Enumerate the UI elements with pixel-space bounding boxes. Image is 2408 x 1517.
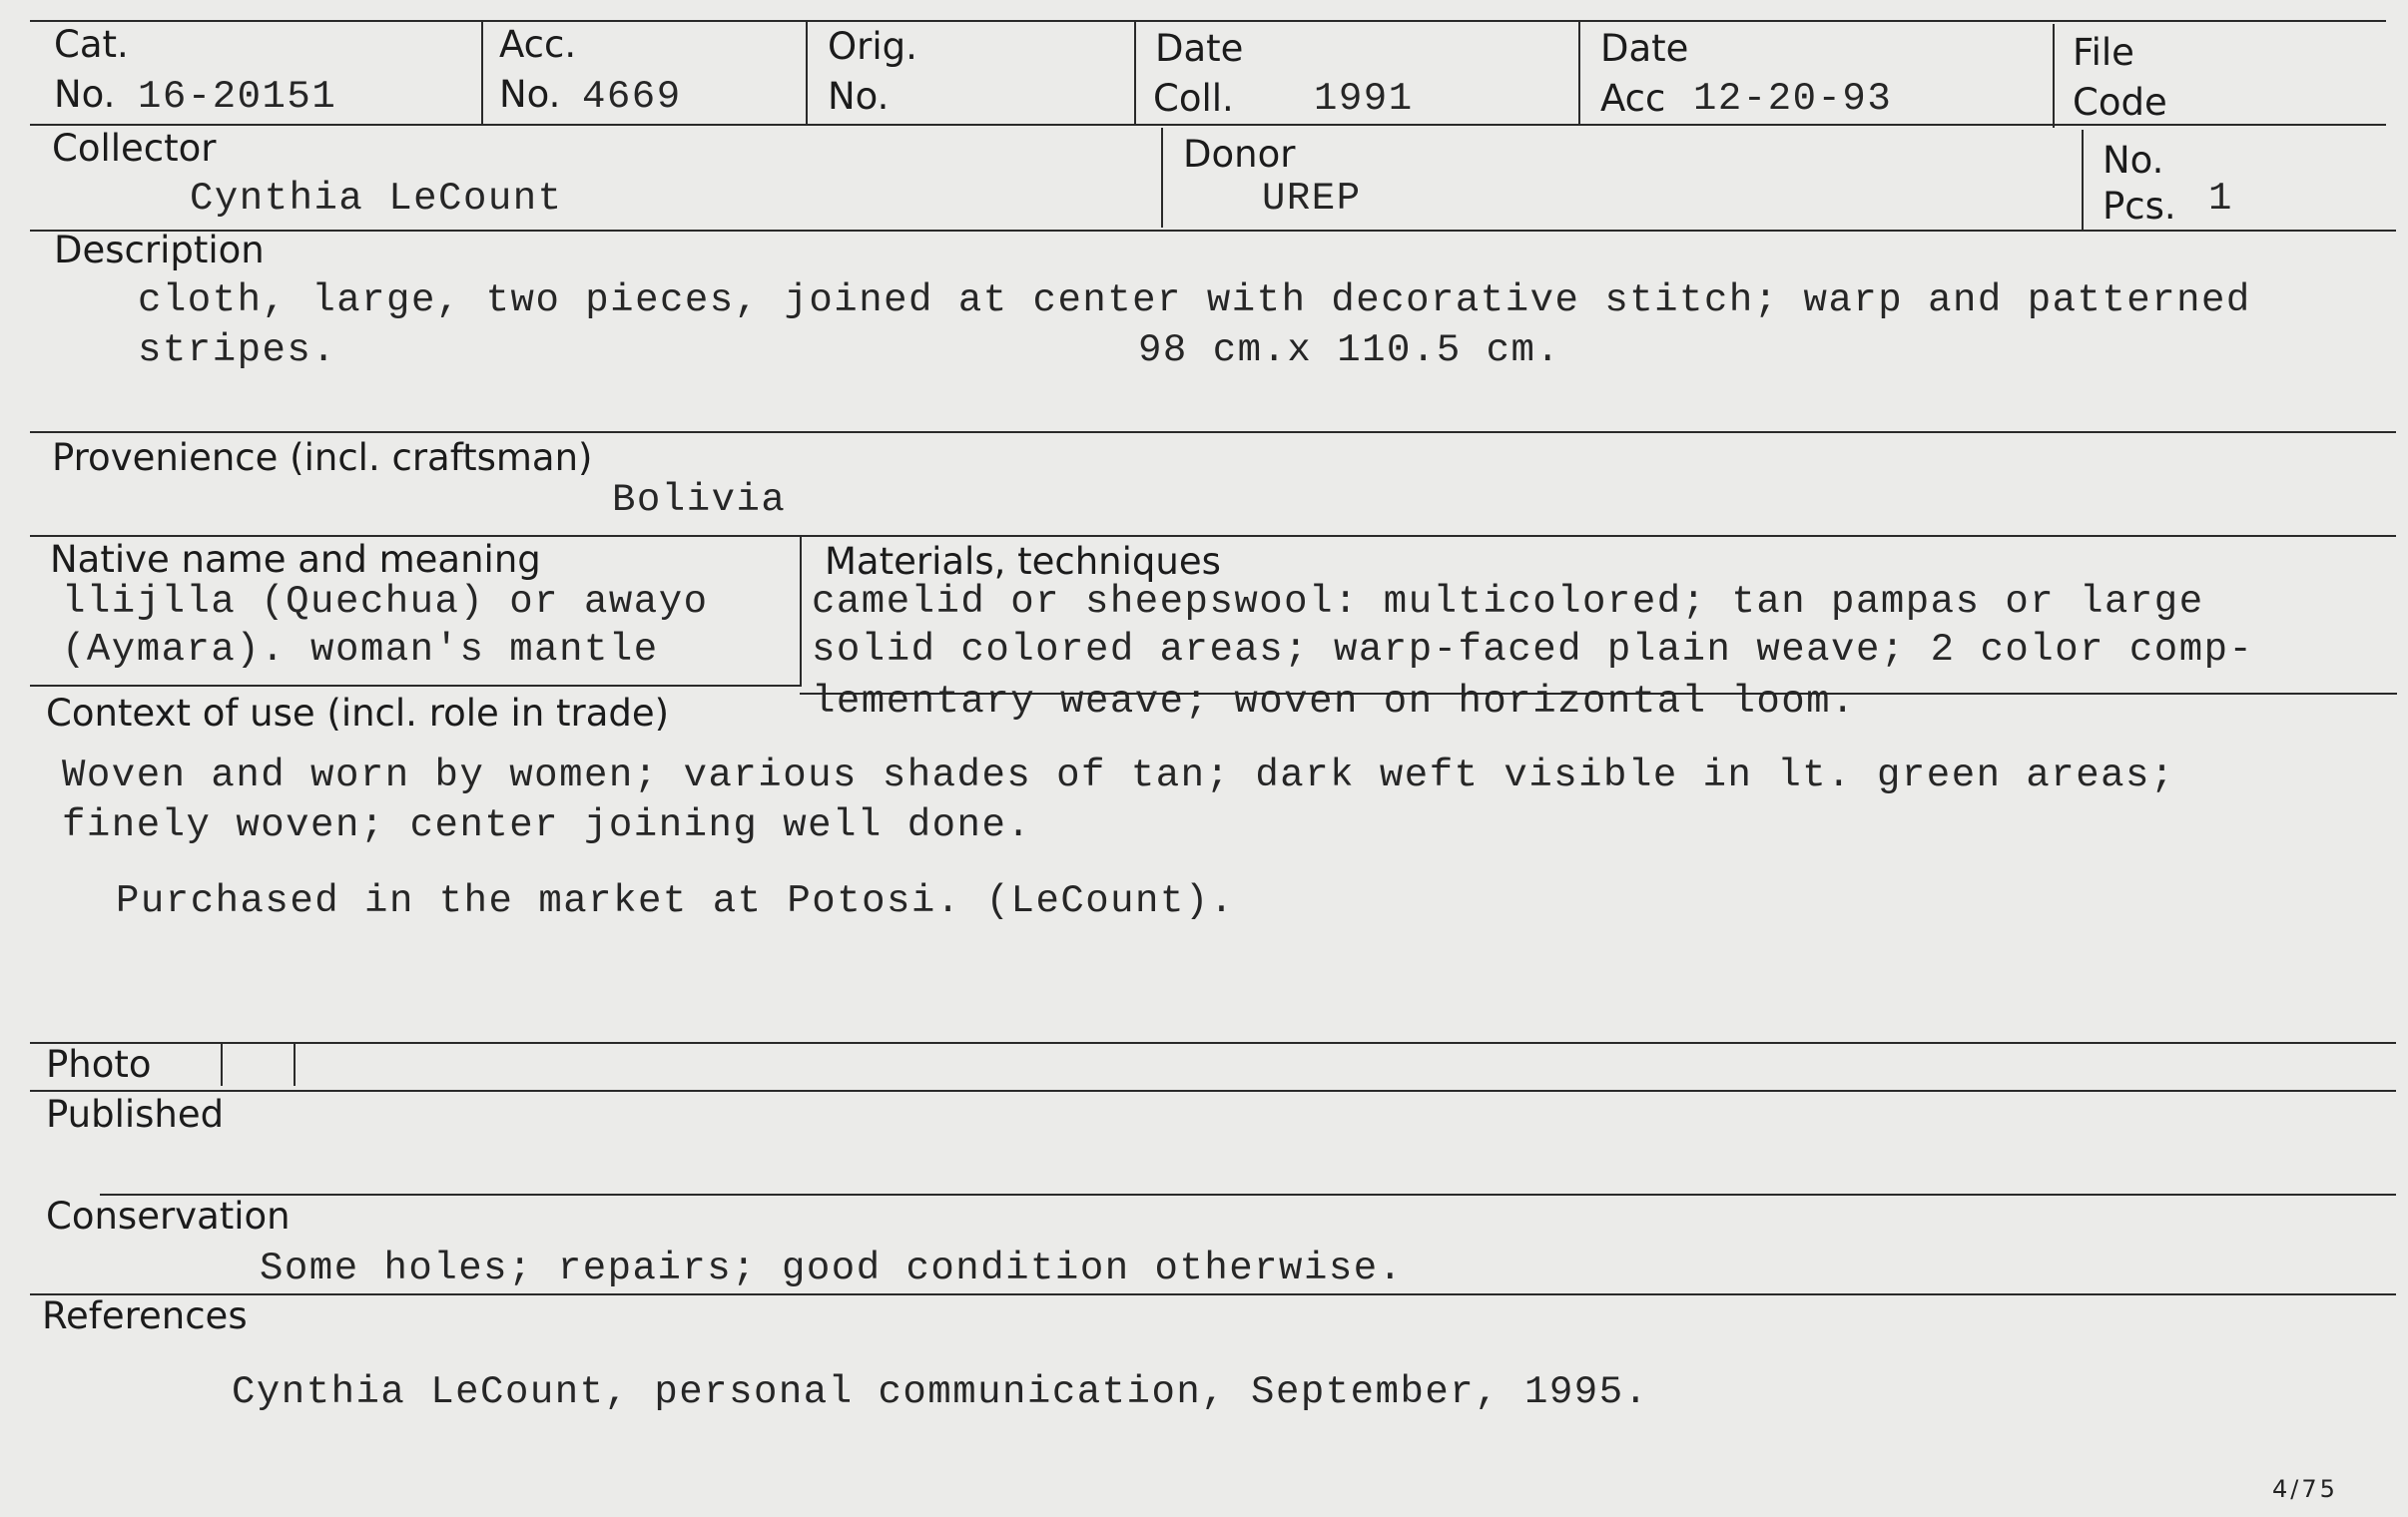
date-acc-label: Date <box>1600 27 1689 70</box>
rule-conservation-bottom <box>30 1293 2396 1295</box>
pieces-pcs-label: Pcs. <box>2103 185 2176 228</box>
native-name-line-2: (Aymara). woman's mantle <box>62 628 659 672</box>
pieces-value: 1 <box>2208 177 2233 221</box>
acc-label: Acc. <box>499 23 577 66</box>
rule-collector-bottom <box>30 230 2396 232</box>
orig-label: Orig. <box>828 25 917 68</box>
rule-v-donor <box>2082 130 2084 230</box>
cat-no-value: 16-20151 <box>138 75 337 119</box>
provenience-label: Provenience (incl. craftsman) <box>52 436 593 479</box>
rule-photo-top <box>30 1042 2396 1044</box>
conservation-label: Conservation <box>46 1195 291 1238</box>
acc-no-label: No. <box>499 73 561 116</box>
context-line-3: Purchased in the market at Potosi. (LeCount). <box>116 879 1235 923</box>
form-number: 4/75 <box>2272 1475 2338 1503</box>
date-acc-value: 12-20-93 <box>1693 77 1893 121</box>
references-label: References <box>42 1294 248 1337</box>
rule-header-bottom <box>30 124 2386 126</box>
materials-line-3: lementary weave; woven on horizontal loom. <box>812 680 1856 724</box>
donor-value: UREP <box>1262 177 1362 221</box>
donor-label: Donor <box>1183 133 1296 176</box>
file-code-label: Code <box>2073 81 2167 124</box>
rule-top <box>30 20 2386 22</box>
references-value: Cynthia LeCount, personal communication, September, 1995. <box>232 1370 1649 1414</box>
description-dimensions: 98 cm.x 110.5 cm. <box>1138 328 1561 372</box>
description-line-1: cloth, large, two pieces, joined at center with decorative stitch; warp and patterned <box>138 278 2251 322</box>
collector-label: Collector <box>52 127 217 170</box>
collector-value: Cynthia LeCount <box>190 177 563 221</box>
native-name-line-1: llijlla (Quechua) or awayo <box>62 580 709 624</box>
description-label: Description <box>54 229 265 271</box>
rule-native-bottom <box>30 685 802 687</box>
rule-v-orig <box>1134 20 1136 124</box>
pieces-no-label: No. <box>2103 139 2164 182</box>
rule-v-photo-1 <box>221 1042 223 1086</box>
context-label: Context of use (incl. role in trade) <box>46 692 670 735</box>
published-label: Published <box>46 1093 225 1136</box>
rule-v-collector <box>1161 128 1163 228</box>
context-line-1: Woven and worn by women; various shades of tan; dark weft visible in lt. green areas; <box>62 754 2175 797</box>
rule-v-dateacc <box>2053 24 2055 128</box>
rule-published-bottom <box>100 1194 2396 1196</box>
rule-photo-bottom <box>30 1090 2396 1092</box>
rule-provenience-bottom <box>30 535 2396 537</box>
rule-v-acc <box>806 20 808 124</box>
cat-no-label: No. <box>54 73 116 116</box>
conservation-value: Some holes; repairs; good condition otherwise. <box>260 1247 1404 1290</box>
rule-v-datecoll <box>1578 20 1580 124</box>
rule-description-bottom <box>30 431 2396 433</box>
provenience-value: Bolivia <box>612 478 787 522</box>
rule-v-photo-2 <box>294 1042 296 1086</box>
context-line-2: finely woven; center joining well done. <box>62 803 1032 847</box>
file-label: File <box>2073 31 2134 74</box>
date-coll-label: Date <box>1155 27 1244 70</box>
native-name-label: Native name and meaning <box>50 538 541 581</box>
materials-label: Materials, techniques <box>825 540 1221 583</box>
materials-line-2: solid colored areas; warp-faced plain weave; 2 color comp- <box>812 628 2254 672</box>
date-coll-sub-label: Coll. <box>1153 77 1234 120</box>
cat-label: Cat. <box>54 23 129 66</box>
rule-v-native <box>800 535 802 685</box>
acc-no-value: 4669 <box>582 75 682 119</box>
date-acc-sub-label: Acc <box>1600 77 1666 120</box>
date-coll-value: 1991 <box>1314 77 1414 121</box>
orig-no-label: No. <box>828 75 890 118</box>
materials-line-1: camelid or sheepswool: multicolored; tan pampas or large <box>812 580 2204 624</box>
description-line-2: stripes. <box>138 328 337 372</box>
photo-label: Photo <box>46 1043 152 1086</box>
rule-v-cat <box>481 20 483 124</box>
